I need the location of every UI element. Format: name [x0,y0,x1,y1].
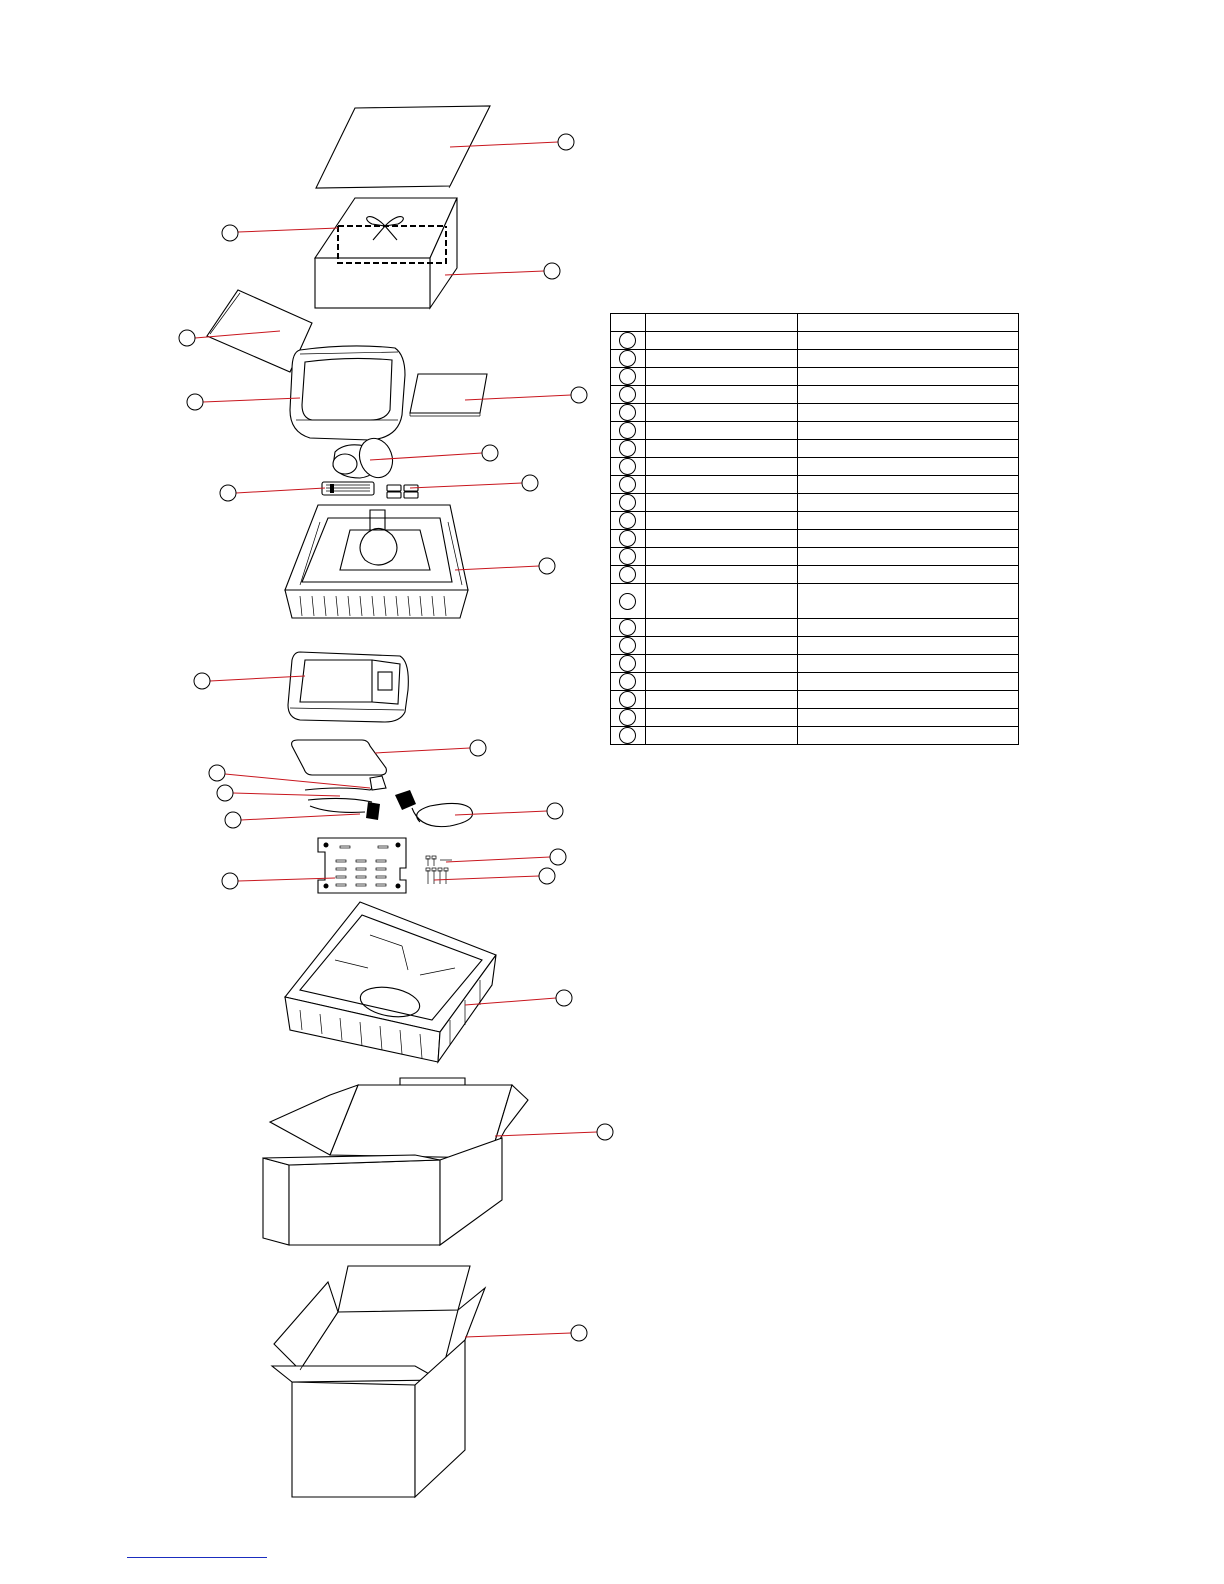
remote-control-part [322,482,374,495]
gift-box-part [315,198,457,308]
part-name-cell [645,673,797,691]
part-name-cell [645,655,797,673]
part-name-cell [645,637,797,655]
part-name-cell [645,494,797,512]
part-name-cell [645,727,797,745]
callout-bubble [187,394,203,410]
row-callout-circle [619,637,636,654]
row-number-cell [611,440,646,458]
table-row [611,386,1019,404]
dvd-monitor-part [288,652,408,722]
row-callout-circle [619,566,636,583]
part-description-cell [798,566,1019,584]
row-callout-circle [619,422,636,439]
part-description-cell [798,494,1019,512]
part-description-cell [798,332,1019,350]
row-callout-circle [619,440,636,457]
power-cable-part [395,790,473,827]
callout-bubble [194,673,210,689]
part-description-cell [798,691,1019,709]
callout-bubble [222,225,238,241]
row-number-cell [611,368,646,386]
part-name-cell [645,691,797,709]
table-row [611,512,1019,530]
table-row [611,655,1019,673]
part-description-cell [798,512,1019,530]
callout-bubble [597,1124,613,1140]
callout-bubble [222,873,238,889]
row-callout-circle [619,673,636,690]
callout-bubble [217,785,233,801]
footer-rule [127,1557,267,1558]
batteries-part [387,485,418,498]
row-number-cell [611,422,646,440]
callout-bubble [539,558,555,574]
part-name-cell [645,476,797,494]
callout-bubble [539,868,555,884]
part-description-cell [798,458,1019,476]
table-row [611,422,1019,440]
part-name-cell [645,440,797,458]
row-callout-circle [619,619,636,636]
part-name-cell [645,619,797,637]
row-callout-circle [619,512,636,529]
part-name-cell [645,566,797,584]
row-callout-circle [619,350,636,367]
callout-bubble [482,445,498,461]
table-row [611,476,1019,494]
part-description-cell [798,440,1019,458]
row-callout-circle [619,332,636,349]
table-row [611,727,1019,745]
row-callout-circle [619,727,636,744]
table-row [611,350,1019,368]
table-row [611,637,1019,655]
callout-bubble [179,330,195,346]
row-number-cell [611,548,646,566]
part-description-cell [798,368,1019,386]
part-description-cell [798,673,1019,691]
part-description-cell [798,727,1019,745]
row-number-cell [611,404,646,422]
lower-foam-tray-part [285,902,496,1062]
callout-bubble [571,387,587,403]
table-row [611,368,1019,386]
part-description-cell [798,530,1019,548]
row-number-cell [611,619,646,637]
table-header-cell [645,314,797,332]
callout-bubble [547,803,563,819]
row-callout-circle [619,548,636,565]
row-callout-circle [619,386,636,403]
row-number-cell [611,655,646,673]
row-number-cell [611,332,646,350]
part-name-cell [645,368,797,386]
part-name-cell [645,584,797,619]
row-number-cell [611,512,646,530]
part-description-cell [798,422,1019,440]
row-callout-circle [619,458,636,475]
table-row [611,404,1019,422]
row-number-cell [611,350,646,368]
callout-bubble [550,849,566,865]
part-name-cell [645,709,797,727]
callout-bubble [544,263,560,279]
part-name-cell [645,386,797,404]
part-description-cell [798,637,1019,655]
callout-bubble [558,134,574,150]
row-callout-circle [619,494,636,511]
table-header-row [611,314,1019,332]
row-number-cell [611,709,646,727]
row-callout-circle [619,593,636,610]
table-row [611,584,1019,619]
part-name-cell [645,404,797,422]
row-number-cell [611,476,646,494]
protective-film-part [292,740,387,775]
callout-bubble [571,1325,587,1341]
part-description-cell [798,655,1019,673]
table-row [611,673,1019,691]
parts-list-table [610,313,1019,745]
part-name-cell [645,350,797,368]
row-number-cell [611,691,646,709]
manual-card-part [410,374,487,416]
row-number-cell [611,530,646,548]
row-number-cell [611,386,646,404]
table-row [611,691,1019,709]
part-description-cell [798,619,1019,637]
table-row [611,332,1019,350]
row-number-cell [611,727,646,745]
row-callout-circle [619,368,636,385]
row-number-cell [611,584,646,619]
table-row [611,709,1019,727]
row-number-cell [611,566,646,584]
callout-bubble [556,990,572,1006]
part-description-cell [798,476,1019,494]
table-row [611,494,1019,512]
row-number-cell [611,494,646,512]
part-name-cell [645,548,797,566]
row-callout-circle [619,691,636,708]
row-callout-circle [619,655,636,672]
table-row [611,458,1019,476]
callout-bubble [522,475,538,491]
callout-bubble [209,765,225,781]
callout-bubble [225,812,241,828]
table-row [611,619,1019,637]
part-name-cell [645,458,797,476]
part-description-cell [798,584,1019,619]
part-name-cell [645,530,797,548]
table-header-cell [611,314,646,332]
upper-foam-tray-part [285,505,468,618]
outer-carton-part [272,1266,485,1497]
row-number-cell [611,637,646,655]
row-number-cell [611,673,646,691]
part-name-cell [645,332,797,350]
table-row [611,530,1019,548]
row-callout-circle [619,476,636,493]
table-header-cell [798,314,1019,332]
table-row [611,548,1019,566]
callout-bubble [470,740,486,756]
row-callout-circle [619,709,636,726]
table-row [611,440,1019,458]
monitor-frame-part [290,346,405,440]
part-description-cell [798,548,1019,566]
mounting-plate-part [318,838,406,893]
callout-bubble [220,485,236,501]
row-callout-circle [619,530,636,547]
part-description-cell [798,404,1019,422]
sheet-part [316,106,490,188]
row-number-cell [611,458,646,476]
headphones-part [333,434,398,483]
inner-carton-part [263,1078,528,1245]
part-name-cell [645,422,797,440]
part-description-cell [798,709,1019,727]
part-name-cell [645,512,797,530]
part-description-cell [798,350,1019,368]
part-description-cell [798,386,1019,404]
table-row [611,566,1019,584]
row-callout-circle [619,404,636,421]
